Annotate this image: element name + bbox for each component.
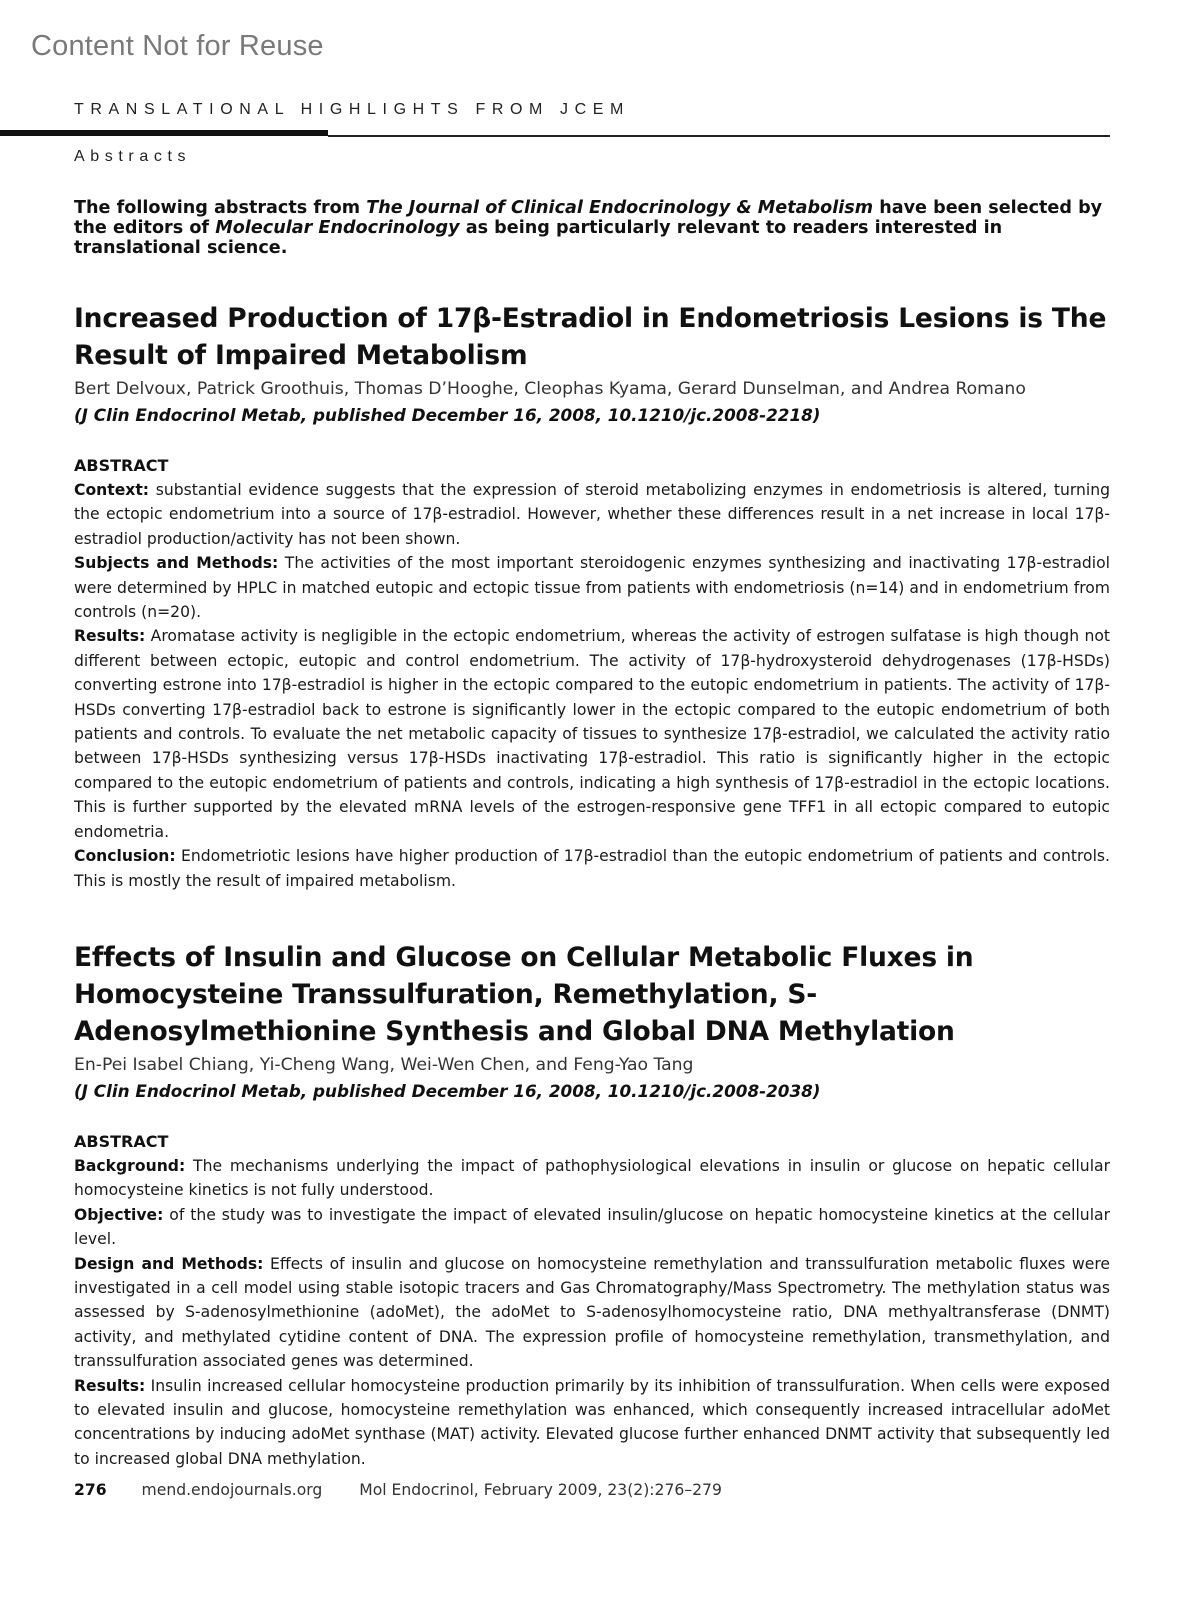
section-label-bold: Context: xyxy=(74,481,150,499)
article-citation: (J Clin Endocrinol Metab, published December 16, 2008, 10.1210/jc.2008-2038) xyxy=(74,1080,821,1101)
intro-text-2: have been selected by the editors of xyxy=(74,198,1103,238)
article xyxy=(74,939,1110,1471)
intro-journal-name: The Journal of Clinical Endocrinology & Metabolism xyxy=(366,198,874,218)
section-label: Abstracts xyxy=(74,148,192,165)
article-authors: En-Pei Isabel Chiang, Yi-Cheng Wang, Wei-Wen Chen, and Feng-Yao Tang xyxy=(74,1054,694,1075)
abstract-section-results xyxy=(74,624,1110,844)
abstract-section-context xyxy=(74,478,1110,551)
intro-paragraph xyxy=(74,198,1110,258)
header-rule-thin xyxy=(328,135,1110,137)
abstract-heading: ABSTRACT xyxy=(74,1131,169,1151)
section-text: The activities of the most important steroidogenic enzymes synthesizing and inactivating 17β-estradiol were determined by HPLC in matched eutopic and ectopic tissue from patients with endometriosis (n=14) and in endometrium from controls (n=20). xyxy=(74,554,1110,622)
page-footer xyxy=(74,1481,722,1499)
section-text: Endometriotic lesions have higher production of 17β-estradiol than the eutopic endometrium of patients and controls. This is mostly the result of impaired metabolism. xyxy=(74,847,1110,890)
article-authors: Bert Delvoux, Patrick Groothuis, Thomas D’Hooghe, Cleophas Kyama, Gerard Dunselman, and Andrea Romano xyxy=(74,379,1026,399)
article-citation: (J Clin Endocrinol Metab, published December 16, 2008, 10.1210/jc.2008-2218) xyxy=(74,405,821,425)
section-text: Effects of insulin and glucose on homocysteine remethylation and transsulfuration metabolic fluxes were investigated in a cell model using stable isotopic tracers and Gas Chromatography/Mass Spectrometry. The methylation status was assessed by S-adenosylmethionine (adoMet), the adoMet to S-adenosylhomocysteine ratio, DNA methyaltransferase (DNMT) activity, and methylated cytidine content of DNA. The expression profile of homocysteine remethylation, transmethylation, and transsulfuration associated genes was determined. xyxy=(74,1254,1110,1371)
article-title: Increased Production of 17β-Estradiol in Endometriosis Lesions is The Result of Impaired Metabolism xyxy=(74,303,1107,371)
section-label-bold: Background: xyxy=(74,1156,186,1175)
section-text: substantial evidence suggests that the expression of steroid metabolizing enzymes in endometriosis is altered, turning the ectopic endometrium into a source of 17β-estradiol. However, whether these differences result in a net increase in local 17β-estradiol production/activity has not been shown. xyxy=(74,481,1110,548)
section-text: Insulin increased cellular homocysteine production primarily by its inhibition of transsulfuration. When cells were exposed to elevated insulin and glucose, homocysteine remethylation was enhanced, which consequently increased intracellular adoMet concentrations by inducing adoMet synthase (MAT) activity. Elevated glucose further enhanced DNMT activity that subsequently led to increased global DNA methylation. xyxy=(74,1376,1110,1468)
abstract-section-design xyxy=(74,1252,1110,1374)
page-content xyxy=(74,198,1110,1471)
section-label-bold: Objective: xyxy=(74,1205,164,1224)
article xyxy=(74,300,1110,893)
section-label-bold: Subjects and Methods: xyxy=(74,554,279,573)
abstract-section-results xyxy=(74,1374,1110,1472)
running-head: TRANSLATIONAL HIGHLIGHTS FROM JCEM xyxy=(74,101,630,118)
abstract-section-methods xyxy=(74,551,1110,624)
header-rule-thick xyxy=(0,130,328,136)
intro-text-1: The following abstracts from xyxy=(74,198,367,218)
article-title: Effects of Insulin and Glucose on Cellular Metabolic Fluxes in Homocysteine Transsulfuration, Remethylation, S-Adenosylmethionine Synthesis and Global DNA Methylation xyxy=(74,941,974,1047)
footer-website: mend.endojournals.org xyxy=(141,1481,323,1499)
footer-journal-ref: Mol Endocrinol, February 2009, 23(2):276–279 xyxy=(359,1481,722,1499)
section-text: of the study was to investigate the impact of elevated insulin/glucose on hepatic homocysteine kinetics at the cellular level. xyxy=(74,1205,1110,1249)
section-text: The mechanisms underlying the impact of pathophysiological elevations in insulin or glucose on hepatic cellular homocysteine kinetics is not fully understood. xyxy=(74,1156,1110,1200)
abstract-section-objective xyxy=(74,1203,1110,1252)
abstract-heading: ABSTRACT xyxy=(74,456,169,475)
section-label-bold: Design and Methods: xyxy=(74,1254,264,1273)
intro-text-3: as being particularly relevant to readers interested in translational science. xyxy=(74,218,1003,258)
section-label-bold: Conclusion: xyxy=(74,847,176,866)
abstract-section-background xyxy=(74,1154,1110,1203)
intro-journal-name-2: Molecular Endocrinology xyxy=(215,218,460,238)
abstract-section-conclusion xyxy=(74,844,1110,893)
watermark: Content Not for Reuse xyxy=(31,30,324,62)
section-label-bold: Results: xyxy=(74,627,146,646)
section-label-bold: Results: xyxy=(74,1376,146,1395)
page-number: 276 xyxy=(74,1481,107,1499)
article-spacer xyxy=(74,893,1110,939)
section-text: Aromatase activity is negligible in the ectopic endometrium, whereas the activity of estrogen sulfatase is high though not different between ectopic, eutopic and control endometrium. The activity of 17β-hydroxysteroid dehydrogenases (17β-HSDs) converting estrone into 17β-estradiol is higher in the ectopic compared to the eutopic endometrium in patients. The activity of 17β-HSDs converting 17β-estradiol back to estrone is significantly lower in the ectopic compared to the eutopic endometrium of both patients and controls. To evaluate the net metabolic capacity of tissues to synthesize 17β-estradiol, we calculated the activity ratio between 17β-HSDs synthesizing versus 17β-HSDs inactivating 17β-estradiol. This ratio is significantly higher in the ectopic compared to the eutopic endometrium of patients and controls, indicating a high synthesis of 17β-estradiol in the ectopic locations. This is further supported by the elevated mRNA levels of the estrogen-responsive gene TFF1 in all ectopic compared to eutopic endometria. xyxy=(74,627,1110,841)
